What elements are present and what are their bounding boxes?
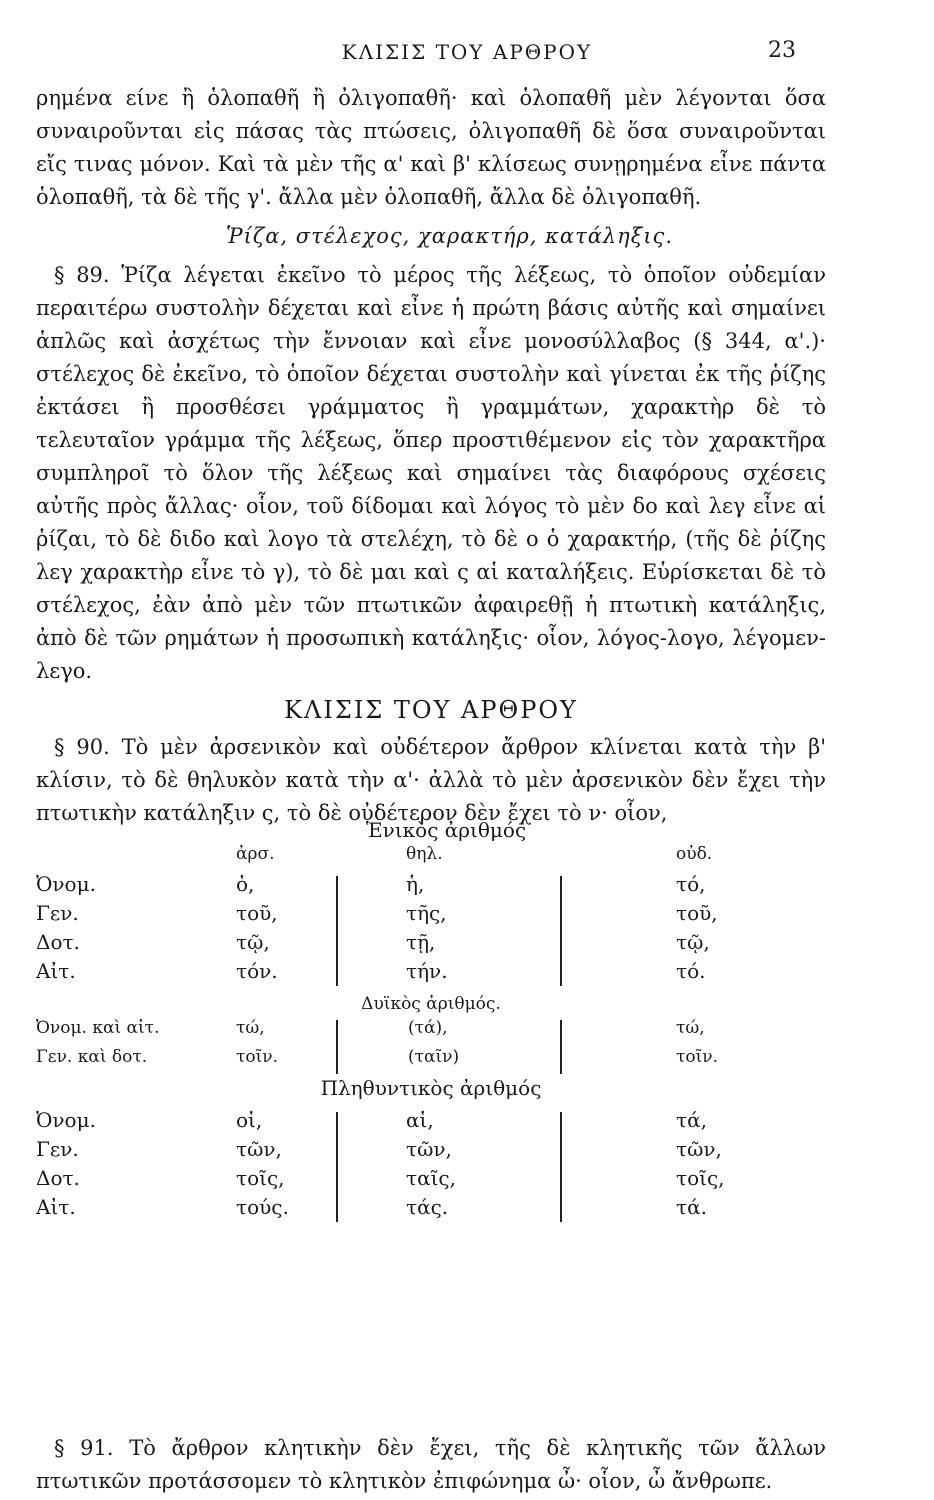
dual-heading: Δυϊκὸς ἀριθμός. [361, 994, 501, 1014]
table-row [36, 1166, 826, 1195]
table-cell: τό, [676, 872, 706, 896]
col-head-feminine: θηλ. [406, 844, 443, 864]
case-label: Δοτ. [36, 1166, 80, 1190]
paragraph-continued: ρημένα είνε ἢ ὁλοπαθῆ ἢ ὀλιγοπαθῆ· καὶ ὁλοπαθῆ μὲν λέγονται ὅσα συναιροῦνται εἰς πάσας τὰς πτώσεις, ὀλιγοπαθῆ δὲ ὅσα συναιροῦνται εἴς τινας μόνον. Καὶ τὰ μὲν τῆς α' καὶ β' κλίσεως συνῃρημένα εἶνε πάντα ὁλοπαθῆ, τὰ δὲ τῆς γ'. ἄλλα μὲν ὁλοπαθῆ, ἄλλα δὲ ὀλιγοπαθῆ. [36, 86, 826, 209]
col-head-neuter: οὐδ. [676, 844, 713, 864]
table-cell: τήν. [406, 959, 448, 983]
paragraph-90: § 90. Τὸ μὲν ἀρσενικὸν καὶ οὐδέτερον ἄρθρον κλίνεται κατὰ τὴν β' κλίσιν, τὸ δὲ θηλυκὸν κατὰ τὴν α'· ἀλλὰ τὸ μὲν ἀρσενικὸν δὲν ἔχει τὴν πτωτικὴν κατάληξιν ς, τὸ δὲ οὐδέτερον δὲν ἔχει τὸ ν· οἷον, [36, 735, 826, 825]
table-row [36, 1137, 826, 1166]
case-label: Ὀνομ. [36, 872, 96, 896]
table-row [36, 901, 826, 930]
case-label: Γεν. [36, 901, 79, 925]
paragraph-91: § 91. Τὸ ἄρθρον κλητικὴν δὲν ἔχει, τῆς δὲ κλητικῆς τῶν ἄλλων πτωτικῶν προτάσσομεν τὸ κλητικὸν ἐπιφώνημα ὦ· οἷον, ὦ ἄνθρωπε. [36, 1436, 826, 1493]
case-label: Ὀνομ. καὶ αἰτ. [36, 1018, 160, 1038]
dual-rows [36, 1018, 826, 1076]
main-text [36, 82, 826, 830]
table-cell: τοῦ, [236, 901, 278, 925]
table-row [36, 959, 826, 988]
table-cell: τοῦ, [676, 901, 718, 925]
case-label: Γεν. [36, 1137, 79, 1161]
table-cell: τῷ, [236, 930, 270, 954]
section-title: ΚΛΙΣΙΣ ΤΟΥ ΑΡΘΡΟΥ [284, 696, 578, 724]
table-cell: αἱ, [406, 1108, 434, 1132]
col-head-masculine: ἀρσ. [236, 844, 275, 864]
table-row [36, 1047, 826, 1076]
table-cell: τῆς, [406, 901, 447, 925]
table-cell: τῶν, [236, 1137, 282, 1161]
table-row [36, 1195, 826, 1224]
table-cell: τῶν, [676, 1137, 722, 1161]
paragraph-91-block [36, 1432, 826, 1498]
table-cell: τά, [676, 1108, 707, 1132]
table-cell: ταῖς, [406, 1166, 456, 1190]
table-cell: τό. [676, 959, 706, 983]
running-title: ΚΛΙΣΙΣ ΤΟΥ ΑΡΘΡΟΥ [341, 40, 593, 64]
table-row [36, 1108, 826, 1137]
article-declension-table [36, 818, 826, 1224]
case-label: Αἰτ. [36, 1195, 76, 1219]
table-cell: τῷ, [676, 930, 710, 954]
table-cell: τώ, [236, 1018, 265, 1038]
table-row [36, 930, 826, 959]
table-cell: τώ, [676, 1018, 705, 1038]
page-number: 23 [768, 38, 796, 63]
plural-heading: Πληθυντικὸς ἀριθμός [320, 1076, 542, 1100]
case-label: Δοτ. [36, 930, 80, 954]
running-head [0, 36, 934, 66]
table-cell: τοῖν. [236, 1047, 279, 1067]
table-cell: τόν. [236, 959, 278, 983]
table-cell: (ταῖν) [408, 1047, 460, 1067]
paragraph-89: § 89. Ῥίζα λέγεται ἐκεῖνο τὸ μέρος τῆς λέξεως, τὸ ὁποῖον οὐδεμίαν περαιτέρω συστολὴν δέχεται καὶ εἶνε ἡ πρώτη βάσις αὐτῆς καὶ σημαίνει ἁπλῶς καὶ ἀσχέτως τὴν ἔννοιαν καὶ εἶνε μονοσύλλαβος (§ 344, α'.)· στέλεχος δὲ ἐκεῖνο, τὸ ὁποῖον δέχεται συστολὴν καὶ γίνεται ἐκ τῆς ῥίζης ἐκτάσει ἢ προσθέσει γράμματος ἢ γραμμάτων, χαρακτὴρ δὲ τὸ τελευταῖον γράμμα τῆς λέξεως, ὅπερ προστιθέμενον εἰς τὸν χαρακτῆρα συμπληροῖ τὸ ὅλον τῆς λέξεως καὶ σημαίνει τὰς διαφόρους σχέσεις αὐτῆς πρὸς ἄλλας· οἷον, τοῦ δίδομαι καὶ λόγος τὸ μὲν δο καὶ λεγ εἶνε αἱ ῥίζαι, τὸ δὲ διδο καὶ λογο τὰ στελέχη, τὸ δὲ ο ὁ χαρακτήρ, (τῆς δὲ ῥίζης λεγ χαρακτὴρ εἶνε τὸ γ), τὸ δὲ μαι καὶ ς αἱ καταλήξεις. Εὑρίσκεται δὲ τὸ στέλεχος, ἐὰν ἀπὸ μὲν τῶν πτωτικῶν ἀφαιρεθῇ ἡ πτωτικὴ κατάληξις, ἀπὸ δὲ τῶν ρημάτων ἡ προσωπικὴ κατάληξις· οἷον, λόγος-λογο, λέγομεν-λεγο. [36, 263, 826, 683]
table-cell: ὁ, [236, 872, 255, 896]
table-row [36, 872, 826, 901]
case-label: Γεν. καὶ δοτ. [36, 1047, 148, 1067]
case-label: Αἰτ. [36, 959, 76, 983]
table-row [36, 1018, 826, 1047]
table-cell: τῇ, [406, 930, 436, 954]
column-headings [36, 842, 826, 872]
table-cell: οἱ, [236, 1108, 263, 1132]
table-cell: τῶν, [406, 1137, 452, 1161]
table-cell: ἡ, [406, 872, 425, 896]
section-caption: Ῥίζα, στέλεχος, χαρακτήρ, κατάληξις. [226, 224, 673, 248]
singular-rows [36, 872, 826, 988]
table-cell: τάς. [406, 1195, 449, 1219]
table-cell: τοῖς, [676, 1166, 725, 1190]
table-cell: τοῖς, [236, 1166, 285, 1190]
singular-heading: Ἑνικὸς ἀριθμός [365, 818, 527, 842]
table-cell: τούς. [236, 1195, 289, 1219]
plural-rows [36, 1108, 826, 1224]
case-label: Ὀνομ. [36, 1108, 96, 1132]
table-cell: τά. [676, 1195, 707, 1219]
table-cell: τοῖν. [676, 1047, 719, 1067]
table-cell: (τά), [408, 1018, 448, 1038]
